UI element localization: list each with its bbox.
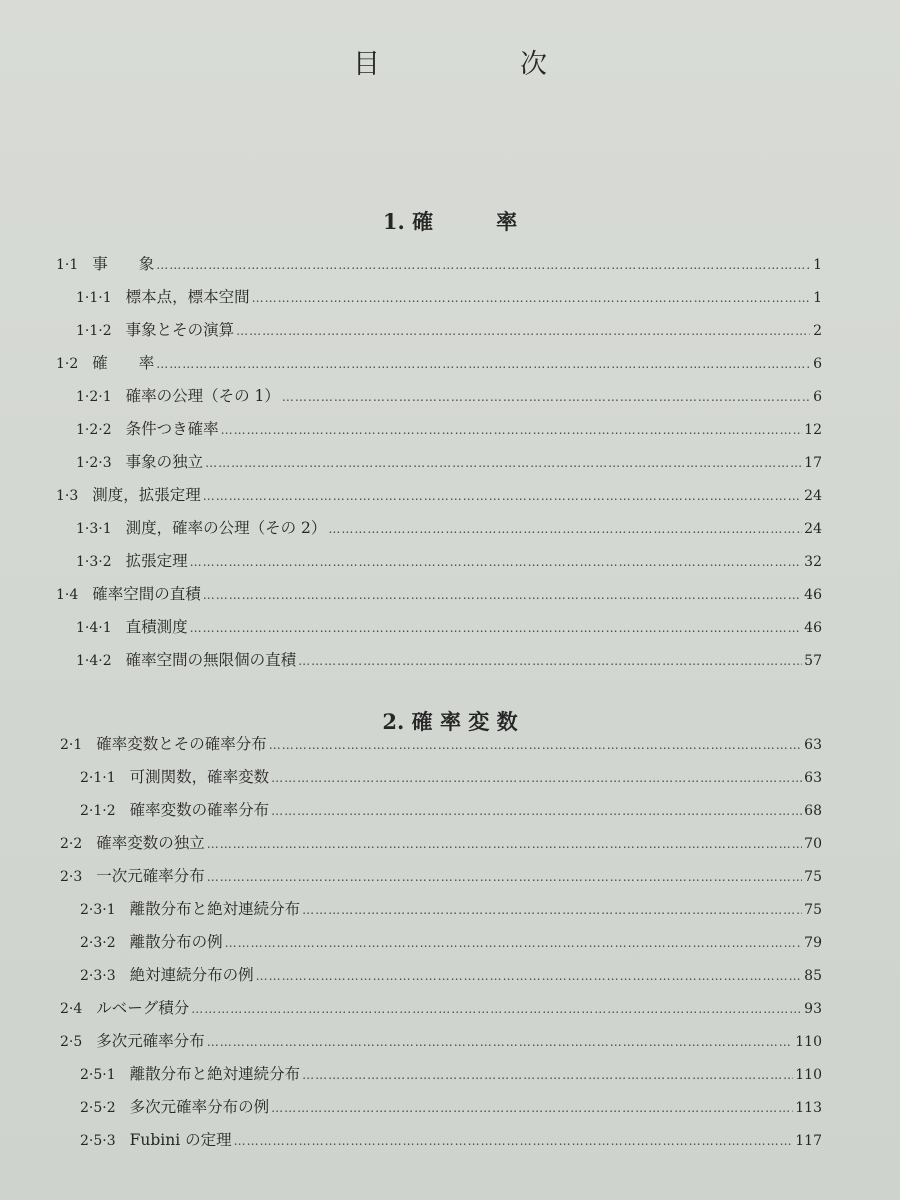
chapter-1-heading: 1. 確 率 [382, 209, 518, 234]
toc-entry-page: 46 [804, 620, 822, 636]
toc-entry-title: 測度，拡張定理 [92, 486, 201, 504]
toc-entry-title: 確率の公理（その 1） [125, 387, 280, 405]
toc-entry-page: 110 [795, 1067, 822, 1083]
toc-entry-number: 1·3·1 [76, 521, 112, 537]
toc-entry-page: 75 [804, 869, 822, 885]
toc-entry-page: 1 [813, 290, 822, 306]
dot-leader [271, 771, 802, 785]
dot-leader [203, 588, 802, 602]
chapter-2-toc [60, 732, 822, 1161]
toc-entry [60, 864, 822, 897]
dot-leader [328, 522, 802, 536]
toc-entry-title: ルベーグ積分 [96, 999, 190, 1017]
toc-entry-title: 離散分布の例 [129, 933, 223, 951]
toc-entry [60, 1095, 822, 1128]
dot-leader [302, 903, 802, 917]
toc-entry [60, 1128, 822, 1161]
toc-entry-title: 確率空間の直積 [92, 585, 201, 603]
toc-entry-number: 2·3·3 [80, 968, 116, 984]
chapter-2-heading: 2. 確 率 変 数 [382, 709, 518, 734]
toc-entry-title: 絶対連続分布の例 [129, 966, 254, 984]
toc-entry-page: 79 [804, 935, 822, 951]
toc-entry-title: 離散分布と絶対連続分布 [129, 900, 301, 918]
toc-entry-number: 1·4·1 [76, 620, 112, 636]
toc-entry-number: 1·2·2 [76, 422, 112, 438]
toc-entry [60, 765, 822, 798]
toc-entry-title: 拡張定理 [125, 552, 188, 570]
dot-leader [190, 621, 803, 635]
toc-entry [56, 252, 822, 285]
toc-entry [56, 450, 822, 483]
toc-entry-title: 事象の独立 [125, 453, 204, 471]
toc-entry-number: 1·1·2 [76, 323, 112, 339]
toc-entry [56, 318, 822, 351]
toc-entry-title: 確率変数とその確率分布 [96, 735, 267, 753]
dot-leader [252, 291, 810, 305]
toc-entry-number: 2·3 [60, 869, 83, 885]
toc-entry-number: 2·2 [60, 836, 83, 852]
toc-entry [60, 963, 822, 996]
dot-leader [271, 804, 802, 818]
toc-entry-number: 1·3·2 [76, 554, 112, 570]
toc-entry-page: 117 [795, 1133, 822, 1149]
dot-leader [221, 423, 803, 437]
toc-entry-page: 110 [795, 1034, 822, 1050]
toc-entry [56, 615, 822, 648]
toc-entry-title: 一次元確率分布 [96, 867, 205, 885]
toc-entry-number: 2·1·1 [80, 770, 116, 786]
toc-entry-number: 2·1·2 [80, 803, 116, 819]
dot-leader [236, 324, 810, 338]
toc-entry-number: 2·5 [60, 1034, 83, 1050]
toc-entry [60, 1029, 822, 1062]
toc-entry-number: 2·5·2 [80, 1100, 116, 1116]
toc-entry-number: 2·4 [60, 1001, 83, 1017]
chapter-1-toc [56, 252, 822, 681]
toc-entry-page: 85 [804, 968, 822, 984]
dot-leader [203, 489, 802, 503]
toc-entry-number: 1·4·2 [76, 653, 112, 669]
toc-entry-page: 24 [804, 488, 822, 504]
title-right-char: 次 [520, 49, 547, 80]
toc-entry-number: 1·2 [56, 356, 79, 372]
toc-entry [56, 351, 822, 384]
dot-leader [207, 1035, 793, 1049]
toc-entry-page: 6 [813, 389, 822, 405]
dot-leader [271, 1101, 793, 1115]
toc-entry-number: 2·5·3 [80, 1133, 116, 1149]
toc-entry-title: 事象とその演算 [125, 321, 235, 339]
toc-entry-page: 2 [813, 323, 822, 339]
dot-leader [225, 936, 803, 950]
toc-entry-number: 2·3·1 [80, 902, 116, 918]
toc-entry-title: 離散分布と絶対連続分布 [129, 1065, 301, 1083]
toc-entry [56, 648, 822, 681]
toc-entry [56, 516, 822, 549]
toc-entry-page: 75 [804, 902, 822, 918]
toc-entry-title: 確 率 [92, 354, 155, 372]
toc-entry-page: 46 [804, 587, 822, 603]
toc-entry-title: 標本点，標本空間 [125, 288, 250, 306]
toc-entry-title: 可測関数，確率変数 [129, 768, 270, 786]
toc-entry-title: 多次元確率分布の例 [129, 1098, 270, 1116]
dot-leader [269, 738, 802, 752]
dot-leader [256, 969, 803, 983]
toc-entry-title: 条件つき確率 [125, 420, 219, 438]
toc-entry-page: 1 [813, 257, 822, 273]
toc-entry-title: 確率変数の独立 [96, 834, 205, 852]
dot-leader [205, 456, 802, 470]
dot-leader [234, 1134, 794, 1148]
toc-entry [60, 1062, 822, 1095]
dot-leader [190, 555, 803, 569]
title-left-char: 目 [353, 49, 380, 80]
toc-entry-title: 測度，確率の公理（その 2） [125, 519, 327, 537]
dot-leader [191, 1002, 802, 1016]
toc-entry-page: 63 [804, 770, 822, 786]
toc-entry-page: 6 [813, 356, 822, 372]
dot-leader [298, 654, 802, 668]
toc-entry-title: 事 象 [92, 255, 155, 273]
toc-entry-page: 113 [795, 1100, 822, 1116]
toc-entry-number: 1·3 [56, 488, 79, 504]
toc-entry-page: 32 [804, 554, 822, 570]
toc-entry-title: 確率空間の無限個の直積 [125, 651, 297, 669]
toc-entry-page: 57 [804, 653, 822, 669]
toc-entry-number: 1·1·1 [76, 290, 112, 306]
toc-entry [60, 732, 822, 765]
toc-entry-title: 多次元確率分布 [96, 1032, 205, 1050]
toc-entry [60, 996, 822, 1029]
toc-entry [56, 384, 822, 417]
dot-leader [156, 357, 810, 371]
toc-entry-number: 2·5·1 [80, 1067, 116, 1083]
toc-entry-page: 63 [804, 737, 822, 753]
dot-leader [207, 870, 802, 884]
toc-entry [56, 483, 822, 516]
toc-entry [56, 582, 822, 615]
dot-leader [156, 258, 810, 272]
toc-entry-page: 70 [804, 836, 822, 852]
toc-entry-page: 17 [804, 455, 822, 471]
toc-entry [60, 831, 822, 864]
toc-entry-page: 24 [804, 521, 822, 537]
toc-entry-page: 93 [804, 1001, 822, 1017]
toc-entry-number: 2·1 [60, 737, 83, 753]
toc-entry [60, 798, 822, 831]
toc-entry-title: 確率変数の確率分布 [129, 801, 270, 819]
toc-entry-title: 直積測度 [125, 618, 188, 636]
dot-leader [282, 390, 810, 404]
toc-entry-page: 12 [804, 422, 822, 438]
toc-entry-page: 68 [804, 803, 822, 819]
toc-entry-title: Fubini の定理 [129, 1131, 232, 1149]
toc-entry-number: 1·2·1 [76, 389, 112, 405]
toc-entry-number: 1·4 [56, 587, 79, 603]
toc-entry-number: 1·2·3 [76, 455, 112, 471]
page-title [0, 42, 900, 81]
toc-entry-number: 1·1 [56, 257, 79, 273]
toc-entry-number: 2·3·2 [80, 935, 116, 951]
toc-entry [56, 285, 822, 318]
toc-entry [60, 897, 822, 930]
toc-entry [56, 417, 822, 450]
toc-entry [56, 549, 822, 582]
dot-leader [207, 837, 802, 851]
toc-entry [60, 930, 822, 963]
dot-leader [302, 1068, 793, 1082]
